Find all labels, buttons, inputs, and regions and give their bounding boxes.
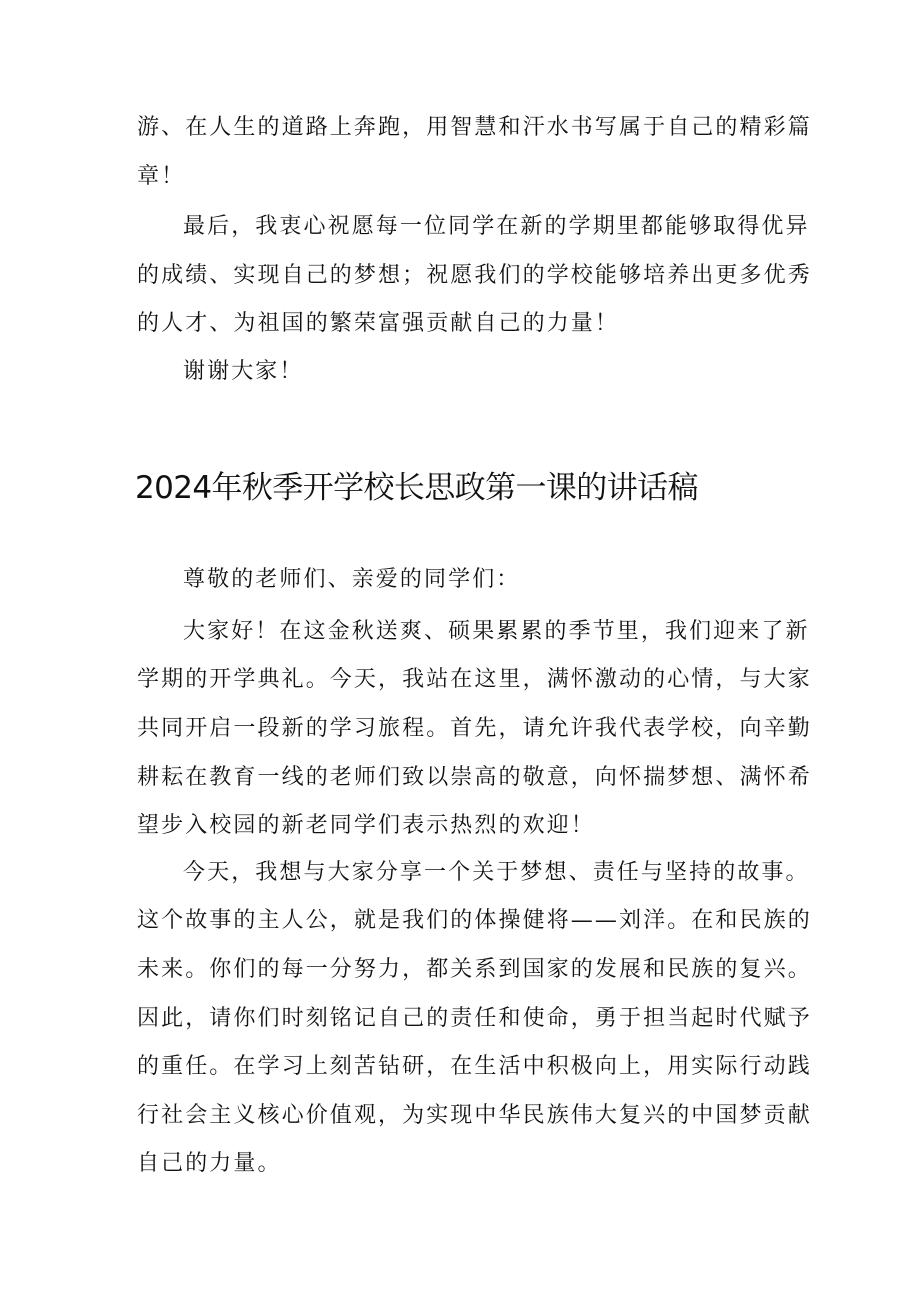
- salutation: 尊敬的老师们、亲爱的同学们：: [183, 567, 521, 592]
- paragraph-line: 未来。你们的每一分努力，都关系到国家的发展和民族的复兴。: [137, 957, 812, 982]
- paragraph-line: 望步入校园的新老同学们表示热烈的欢迎！: [137, 813, 595, 838]
- paragraph-line: 大家好！在这金秋送爽、硕果累累的季节里，我们迎来了新: [183, 619, 810, 644]
- paragraph-line: 游、在人生的道路上奔跑，用智慧和汗水书写属于自己的精彩篇: [137, 115, 812, 140]
- paragraph-line: 因此，请你们时刻铭记自己的责任和使命，勇于担当起时代赋予: [137, 1006, 812, 1031]
- paragraph-line: 的人才、为祖国的繁荣富强贡献自己的力量！: [137, 311, 620, 336]
- paragraph-line: 这个故事的主人公，就是我们的体操健将——刘洋。在和民族的: [137, 908, 812, 933]
- paragraph-line: 自己的力量。: [137, 1151, 282, 1176]
- paragraph-line: 的重任。在学习上刻苦钻研，在生活中积极向上，用实际行动践: [137, 1054, 812, 1079]
- paragraph-line: 最后，我衷心祝愿每一位同学在新的学期里都能够取得优异: [183, 214, 810, 239]
- paragraph-line: 共同开启一段新的学习旅程。首先，请允许我代表学校，向辛勤: [137, 716, 812, 741]
- paragraph-line: 耕耘在教育一线的老师们致以崇高的敬意，向怀揣梦想、满怀希: [137, 765, 812, 790]
- paragraph-line: 的成绩、实现自己的梦想；祝愿我们的学校能够培养出更多优秀: [137, 263, 812, 288]
- article-title: 2024年秋季开学校长思政第一课的讲话稿: [135, 470, 698, 506]
- paragraph-line: 今天，我想与大家分享一个关于梦想、责任与坚持的故事。: [183, 860, 810, 885]
- paragraph-line: 学期的开学典礼。今天，我站在这里，满怀激动的心情，与大家: [137, 667, 812, 692]
- closing-line: 谢谢大家！: [183, 359, 304, 384]
- paragraph-line: 章！: [137, 164, 186, 189]
- paragraph-line: 行社会主义核心价值观，为实现中华民族伟大复兴的中国梦贡献: [137, 1103, 812, 1128]
